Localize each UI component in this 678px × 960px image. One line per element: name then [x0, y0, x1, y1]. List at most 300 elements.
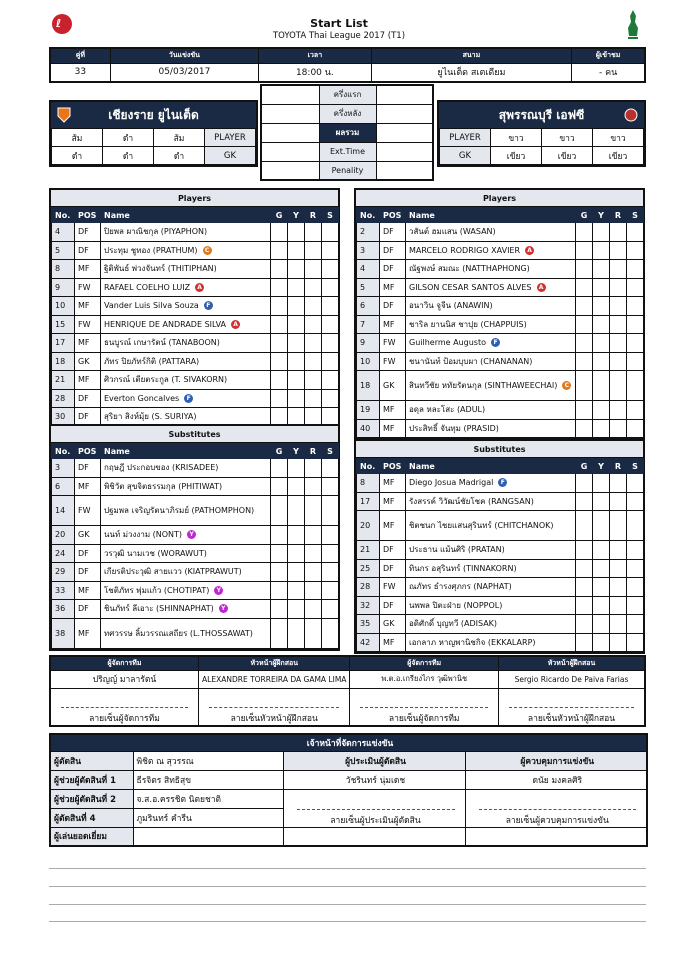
player-name-cell	[406, 578, 576, 597]
red-card-cell[interactable]	[305, 544, 322, 563]
player-position: DF	[380, 297, 406, 316]
goal-cell[interactable]	[576, 578, 593, 597]
yellow-card-cell[interactable]	[593, 297, 610, 316]
player-number: 3	[52, 459, 75, 478]
yellow-card-cell[interactable]	[288, 389, 305, 408]
goal-cell[interactable]	[271, 526, 288, 545]
sub-cell[interactable]	[627, 615, 644, 634]
player-position: MF	[380, 315, 406, 334]
home-score-cell[interactable]	[261, 123, 319, 142]
column-header: POS	[380, 208, 406, 223]
red-card-cell[interactable]	[305, 389, 322, 408]
player-number: 6	[357, 297, 380, 316]
yellow-card-cell[interactable]	[593, 401, 610, 420]
yellow-card-cell[interactable]	[593, 474, 610, 493]
goal-cell[interactable]	[576, 401, 593, 420]
red-card-cell[interactable]	[305, 352, 322, 371]
red-card-cell[interactable]	[610, 334, 627, 353]
badge-F-icon: F	[491, 338, 500, 347]
player-name-cell	[101, 297, 271, 316]
goal-cell[interactable]	[576, 596, 593, 615]
sub-cell[interactable]	[627, 633, 644, 652]
goal-cell[interactable]	[576, 278, 593, 297]
player-name-cell	[101, 334, 271, 353]
player-name: ธนบูรณ์ เกษารัตน์ (TANABOON)	[104, 338, 220, 348]
column-header: G	[271, 208, 288, 223]
yellow-card-cell[interactable]	[593, 615, 610, 634]
sub-cell[interactable]	[322, 563, 339, 582]
home-subs-table	[49, 424, 340, 651]
column-header: G	[271, 444, 288, 459]
badge-F-icon: F	[184, 394, 193, 403]
red-card-cell[interactable]	[305, 477, 322, 496]
staff-signature-label: ลายเซ็นผู้จัดการทีม	[89, 714, 160, 724]
sub-cell[interactable]	[322, 477, 339, 496]
player-name-cell	[406, 596, 576, 615]
player-name: MARCELO RODRIGO XAVIER	[409, 245, 521, 255]
yellow-card-cell[interactable]	[288, 618, 305, 648]
player-number: 38	[52, 618, 75, 648]
match-header: คู่ที่	[50, 48, 110, 63]
sub-cell[interactable]	[627, 578, 644, 597]
player-row	[357, 352, 644, 371]
yellow-card-cell[interactable]	[593, 315, 610, 334]
goal-cell[interactable]	[271, 371, 288, 390]
goal-cell[interactable]	[271, 544, 288, 563]
yellow-card-cell[interactable]	[593, 241, 610, 260]
yellow-card-cell[interactable]	[288, 459, 305, 478]
yellow-card-cell[interactable]	[593, 596, 610, 615]
yellow-card-cell[interactable]	[288, 315, 305, 334]
sub-cell[interactable]	[627, 334, 644, 353]
red-card-cell[interactable]	[305, 315, 322, 334]
yellow-card-cell[interactable]	[593, 419, 610, 438]
red-card-cell[interactable]	[610, 371, 627, 401]
sub-cell[interactable]	[322, 526, 339, 545]
note-line	[49, 868, 646, 869]
yellow-card-cell[interactable]	[288, 600, 305, 619]
player-number: 7	[357, 315, 380, 334]
sub-cell[interactable]	[322, 459, 339, 478]
home-kit: ดำ	[154, 147, 205, 165]
yellow-card-cell[interactable]	[593, 223, 610, 242]
red-card-cell[interactable]	[610, 633, 627, 652]
goal-cell[interactable]	[271, 315, 288, 334]
player-number: 40	[357, 419, 380, 438]
goal-cell[interactable]	[271, 600, 288, 619]
away-kit: เขียว	[491, 147, 542, 165]
player-row	[357, 297, 644, 316]
player-position: MF	[75, 260, 101, 279]
score-period-label: Ext.Time	[319, 142, 376, 161]
player-row	[357, 596, 644, 615]
away-kit-label: GK	[440, 147, 491, 165]
red-card-cell[interactable]	[610, 297, 627, 316]
player-name-cell	[101, 496, 271, 526]
red-card-cell[interactable]	[305, 600, 322, 619]
player-row	[357, 260, 644, 279]
goal-cell[interactable]	[576, 559, 593, 578]
player-row	[357, 334, 644, 353]
goal-cell[interactable]	[576, 492, 593, 511]
away-score-cell[interactable]	[376, 142, 433, 161]
home-score-cell[interactable]	[261, 161, 319, 180]
staff-header: ผู้จัดการทีม	[350, 656, 498, 670]
sub-cell[interactable]	[627, 511, 644, 541]
player-number: 24	[52, 544, 75, 563]
player-name: อดิศักดิ์ บุญทวี (ADISAK)	[409, 619, 498, 629]
player-name: ชิตชนก ไชยแสนสุรินทร์ (CHITCHANOK)	[409, 521, 554, 530]
player-row	[52, 241, 339, 260]
yellow-card-cell[interactable]	[593, 541, 610, 560]
player-name-cell	[101, 563, 271, 582]
player-position: MF	[380, 633, 406, 652]
red-card-cell[interactable]	[610, 541, 627, 560]
goal-cell[interactable]	[271, 260, 288, 279]
player-number: 3	[357, 241, 380, 260]
home-kit: ดำ	[103, 129, 154, 147]
sub-cell[interactable]	[322, 334, 339, 353]
sub-cell[interactable]	[627, 492, 644, 511]
red-card-cell[interactable]	[305, 260, 322, 279]
player-position: FW	[380, 578, 406, 597]
yellow-card-cell[interactable]	[288, 278, 305, 297]
player-number: 18	[52, 352, 75, 371]
yellow-card-cell[interactable]	[288, 334, 305, 353]
player-name: นพพล ปิตะฝ่าย (NOPPOL)	[409, 600, 503, 610]
red-card-cell[interactable]	[610, 419, 627, 438]
red-card-cell[interactable]	[610, 278, 627, 297]
yellow-card-cell[interactable]	[288, 496, 305, 526]
home-score-cell[interactable]	[261, 104, 319, 123]
column-header: No.	[52, 208, 75, 223]
match-header: ผู้เข้าชม	[572, 48, 645, 63]
player-row	[357, 401, 644, 420]
away-score-cell[interactable]	[376, 123, 433, 142]
away-score-cell[interactable]	[376, 161, 433, 180]
officials-caption: เจ้าหน้าที่จัดการแข่งขัน	[50, 734, 647, 751]
player-position: FW	[380, 334, 406, 353]
yellow-card-cell[interactable]	[593, 559, 610, 578]
goal-cell[interactable]	[576, 241, 593, 260]
goal-cell[interactable]	[576, 541, 593, 560]
yellow-card-cell[interactable]	[593, 578, 610, 597]
match-header: เวลา	[259, 48, 371, 63]
player-name-cell	[101, 352, 271, 371]
yellow-card-cell[interactable]	[593, 260, 610, 279]
player-number: 21	[52, 371, 75, 390]
player-position: MF	[75, 581, 101, 600]
goal-cell[interactable]	[576, 474, 593, 493]
player-name: โชติภัทร พุ่มแก้ว (CHOTIPAT)	[104, 585, 210, 595]
sub-cell[interactable]	[627, 260, 644, 279]
player-name: Guilherme Augusto	[409, 338, 487, 348]
goal-cell[interactable]	[576, 260, 593, 279]
goal-cell[interactable]	[576, 615, 593, 634]
away-score-cell[interactable]	[376, 104, 433, 123]
sub-cell[interactable]	[322, 278, 339, 297]
player-number: 17	[52, 334, 75, 353]
red-card-cell[interactable]	[610, 223, 627, 242]
red-card-cell[interactable]	[610, 315, 627, 334]
page-subtitle: TOYOTA Thai League 2017 (T1)	[272, 31, 406, 41]
player-name: นนท์ ม่วงงาม (NONT)	[104, 530, 183, 540]
player-row	[357, 223, 644, 242]
official-label: ผู้ช่วยผู้ตัดสินที่ 2	[50, 789, 133, 808]
goal-cell[interactable]	[271, 241, 288, 260]
sub-cell[interactable]	[322, 496, 339, 526]
badge-A-icon: A	[231, 320, 240, 329]
goal-cell[interactable]	[271, 278, 288, 297]
yellow-card-cell[interactable]	[593, 334, 610, 353]
player-name-cell	[101, 241, 271, 260]
sub-cell[interactable]	[322, 297, 339, 316]
commissioner-name: ดนัย มงคลศิริ	[465, 770, 647, 789]
player-position: DF	[75, 223, 101, 242]
red-card-cell[interactable]	[305, 278, 322, 297]
sub-cell[interactable]	[322, 389, 339, 408]
red-card-cell[interactable]	[305, 496, 322, 526]
yellow-card-cell[interactable]	[593, 371, 610, 401]
sub-cell[interactable]	[627, 315, 644, 334]
player-name-cell	[406, 334, 576, 353]
goal-cell[interactable]	[271, 223, 288, 242]
red-card-cell[interactable]	[610, 511, 627, 541]
player-name-cell	[406, 511, 576, 541]
goal-cell[interactable]	[576, 315, 593, 334]
player-position: MF	[380, 278, 406, 297]
player-row	[357, 633, 644, 652]
column-header: Name	[406, 208, 576, 223]
player-number: 14	[52, 496, 75, 526]
red-card-cell[interactable]	[305, 223, 322, 242]
player-row	[52, 563, 339, 582]
goal-cell[interactable]	[576, 371, 593, 401]
player-number: 42	[357, 633, 380, 652]
match-attendance: - คน	[572, 63, 645, 82]
goal-cell[interactable]	[576, 352, 593, 371]
player-name-cell	[101, 223, 271, 242]
table-caption: Players	[356, 190, 643, 207]
player-number: 8	[52, 260, 75, 279]
sub-cell[interactable]	[627, 474, 644, 493]
sub-cell[interactable]	[322, 260, 339, 279]
player-row	[52, 278, 339, 297]
player-name: อนาวิน จูจีน (ANAWIN)	[409, 301, 493, 311]
sub-cell[interactable]	[627, 401, 644, 420]
player-row	[52, 544, 339, 563]
player-name-cell	[101, 581, 271, 600]
assessor-name: วัชรินทร์ นุ่มเดช	[283, 770, 465, 789]
goal-cell[interactable]	[271, 563, 288, 582]
player-number: 8	[357, 474, 380, 493]
goal-cell[interactable]	[271, 352, 288, 371]
player-position: MF	[75, 371, 101, 390]
sub-cell[interactable]	[627, 596, 644, 615]
player-name: Everton Goncalves	[104, 393, 180, 403]
sub-cell[interactable]	[322, 581, 339, 600]
red-card-cell[interactable]	[305, 334, 322, 353]
sub-cell[interactable]	[322, 223, 339, 242]
home-kit: ส้ม	[154, 129, 205, 147]
goal-cell[interactable]	[271, 581, 288, 600]
staff-name: Sergio Ricardo De Paiva Farias	[498, 670, 645, 688]
player-number: 20	[52, 526, 75, 545]
goal-cell[interactable]	[576, 419, 593, 438]
sub-cell[interactable]	[322, 352, 339, 371]
yellow-card-cell[interactable]	[288, 477, 305, 496]
sub-cell[interactable]	[322, 371, 339, 390]
badge-C-icon: C	[562, 381, 571, 390]
red-card-cell[interactable]	[305, 563, 322, 582]
player-name-cell	[101, 618, 271, 648]
player-name: กฤษฎี ประกอบของ (KRISADEE)	[104, 463, 219, 473]
player-position: DF	[380, 596, 406, 615]
player-number: 10	[52, 297, 75, 316]
goal-cell[interactable]	[576, 334, 593, 353]
player-position: GK	[380, 371, 406, 401]
player-number: 29	[52, 563, 75, 582]
home-players-table	[49, 188, 340, 429]
red-card-cell[interactable]	[610, 615, 627, 634]
badge-Y-icon: Y	[187, 530, 196, 539]
player-name: GILSON CESAR SANTOS ALVES	[409, 282, 532, 292]
red-card-cell[interactable]	[305, 581, 322, 600]
red-card-cell[interactable]	[305, 371, 322, 390]
player-number: 9	[52, 278, 75, 297]
sub-cell[interactable]	[627, 559, 644, 578]
red-card-cell[interactable]	[610, 260, 627, 279]
player-name: สินทวีชัย หทัยรัตนกุล (SINTHAWEECHAI)	[409, 381, 558, 390]
red-card-cell[interactable]	[610, 492, 627, 511]
goal-cell[interactable]	[576, 511, 593, 541]
goal-cell[interactable]	[271, 459, 288, 478]
column-header: Y	[593, 208, 610, 223]
away-kit: เขียว	[593, 147, 644, 165]
sub-cell[interactable]	[627, 371, 644, 401]
red-card-cell[interactable]	[610, 352, 627, 371]
red-card-cell[interactable]	[610, 559, 627, 578]
yellow-card-cell[interactable]	[593, 352, 610, 371]
sub-cell[interactable]	[322, 618, 339, 648]
player-name: อดุล หละโสะ (ADUL)	[409, 405, 486, 415]
badge-A-icon: A	[195, 283, 204, 292]
goal-cell[interactable]	[271, 389, 288, 408]
sub-cell[interactable]	[627, 241, 644, 260]
player-name: ฐิติพันธ์ พ่วงจันทร์ (THITIPHAN)	[104, 264, 217, 274]
red-card-cell[interactable]	[305, 241, 322, 260]
goal-cell[interactable]	[271, 477, 288, 496]
player-name-cell	[406, 297, 576, 316]
chiangrai-crest-icon	[57, 107, 71, 123]
yellow-card-cell[interactable]	[593, 492, 610, 511]
goal-cell[interactable]	[271, 297, 288, 316]
column-header: Name	[101, 208, 271, 223]
player-name: รังสรรค์ วิวัฒน์ชัยโชค (RANGSAN)	[409, 496, 534, 506]
player-number: 35	[357, 615, 380, 634]
sub-cell[interactable]	[322, 241, 339, 260]
sub-cell[interactable]	[627, 297, 644, 316]
player-name-cell	[101, 526, 271, 545]
home-score-cell[interactable]	[261, 85, 319, 104]
column-header: R	[305, 444, 322, 459]
sub-cell[interactable]	[627, 352, 644, 371]
away-kit: ขาว	[491, 129, 542, 147]
yellow-card-cell[interactable]	[288, 352, 305, 371]
assessor-signature-label: ลายเซ็นผู้ประเมินผู้ตัดสิน	[330, 815, 421, 826]
yellow-card-cell[interactable]	[288, 526, 305, 545]
yellow-card-cell[interactable]	[288, 260, 305, 279]
commissioner-header: ผู้ควบคุมการแข่งขัน	[465, 751, 647, 770]
player-name-cell	[406, 241, 576, 260]
yellow-card-cell[interactable]	[288, 581, 305, 600]
red-card-cell[interactable]	[610, 241, 627, 260]
red-card-cell[interactable]	[610, 474, 627, 493]
player-name: ประสิทธิ์ จันทุม (PRASID)	[409, 423, 499, 433]
column-header: G	[576, 208, 593, 223]
yellow-card-cell[interactable]	[288, 297, 305, 316]
goal-cell[interactable]	[271, 334, 288, 353]
player-name-cell	[406, 260, 576, 279]
goal-cell[interactable]	[271, 618, 288, 648]
goal-cell[interactable]	[576, 297, 593, 316]
player-name-cell	[406, 559, 576, 578]
red-card-cell[interactable]	[610, 401, 627, 420]
red-card-cell[interactable]	[610, 596, 627, 615]
sub-cell[interactable]	[627, 223, 644, 242]
red-card-cell[interactable]	[305, 526, 322, 545]
yellow-card-cell[interactable]	[593, 511, 610, 541]
sub-cell[interactable]	[322, 315, 339, 334]
yellow-card-cell[interactable]	[288, 371, 305, 390]
yellow-card-cell[interactable]	[288, 563, 305, 582]
player-position: GK	[380, 615, 406, 634]
sub-cell[interactable]	[627, 541, 644, 560]
yellow-card-cell[interactable]	[593, 278, 610, 297]
red-card-cell[interactable]	[610, 578, 627, 597]
goal-cell[interactable]	[576, 633, 593, 652]
goal-cell[interactable]	[576, 223, 593, 242]
yellow-card-cell[interactable]	[593, 633, 610, 652]
player-name: ประธาน แม้นศิริ (PRATAN)	[409, 545, 505, 555]
player-row	[52, 477, 339, 496]
player-row	[52, 315, 339, 334]
column-header: R	[610, 459, 627, 474]
yellow-card-cell[interactable]	[288, 241, 305, 260]
player-position: MF	[75, 334, 101, 353]
staff-table	[49, 655, 646, 727]
player-position: MF	[380, 474, 406, 493]
sub-cell[interactable]	[322, 600, 339, 619]
match-date: 05/03/2017	[110, 63, 258, 82]
home-kit: ดำ	[103, 147, 154, 165]
red-card-cell[interactable]	[305, 297, 322, 316]
score-period-label: ผลรวม	[319, 123, 376, 142]
goal-cell[interactable]	[271, 496, 288, 526]
sub-cell[interactable]	[627, 278, 644, 297]
yellow-card-cell[interactable]	[288, 544, 305, 563]
red-card-cell[interactable]	[305, 459, 322, 478]
yellow-card-cell[interactable]	[288, 223, 305, 242]
away-score-cell[interactable]	[376, 85, 433, 104]
player-position: DF	[75, 389, 101, 408]
player-row	[52, 223, 339, 242]
sub-cell[interactable]	[322, 544, 339, 563]
home-score-cell[interactable]	[261, 142, 319, 161]
red-card-cell[interactable]	[305, 618, 322, 648]
badge-Y-icon: Y	[214, 586, 223, 595]
sub-cell[interactable]	[627, 419, 644, 438]
